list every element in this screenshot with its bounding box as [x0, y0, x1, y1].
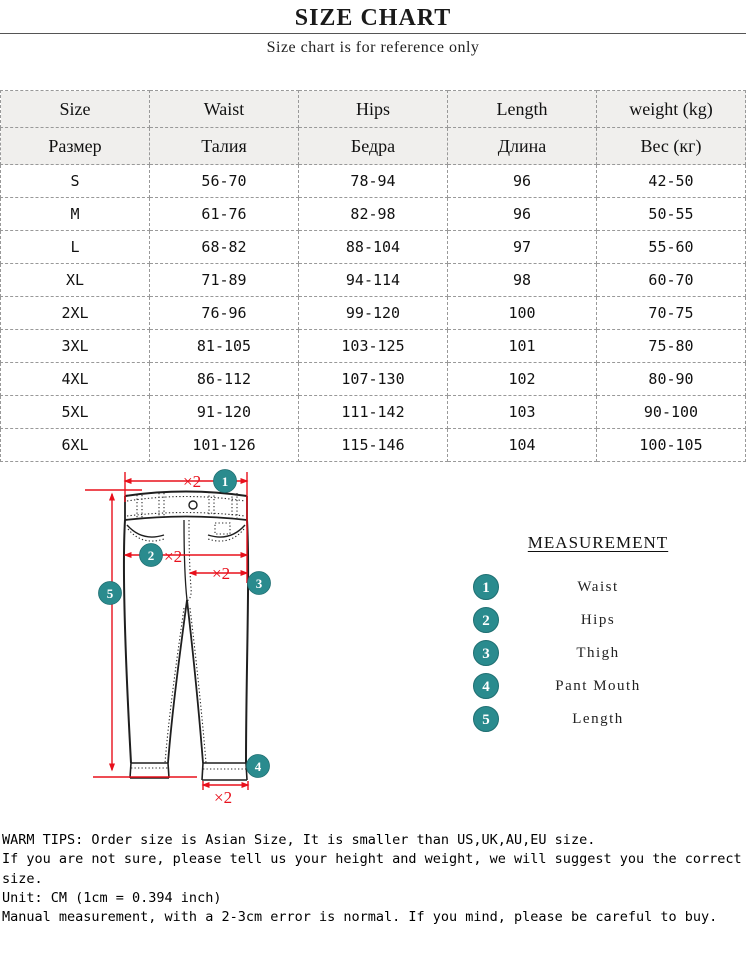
svg-text:3: 3 — [255, 576, 263, 591]
tip-line: Manual measurement, with a 2-3cm error is normal. If you mind, please be careful to buy. — [2, 909, 718, 926]
measurement-label: Waist — [577, 579, 619, 595]
table-row — [1, 429, 746, 462]
table-cell: 42-50 — [597, 165, 746, 198]
table-cell: 75-80 — [597, 330, 746, 363]
table-row — [1, 363, 746, 396]
thigh-x2-label: ×2 — [212, 564, 231, 583]
measurement-legend — [450, 533, 746, 736]
warm-tips — [2, 831, 746, 927]
measurement-item — [450, 604, 746, 637]
length-arrow — [85, 490, 197, 777]
measurement-item — [450, 670, 746, 703]
table-cell: 2XL — [1, 297, 150, 330]
table-cell: 102 — [448, 363, 597, 396]
svg-text:1: 1 — [221, 474, 229, 489]
table-cell: XL — [1, 264, 150, 297]
table-cell: 107-130 — [299, 363, 448, 396]
table-row — [1, 330, 746, 363]
pant-mouth-arrow — [203, 781, 248, 807]
table-cell: 82-98 — [299, 198, 448, 231]
table-cell: 101-126 — [150, 429, 299, 462]
title-block — [0, 0, 746, 57]
measurement-item — [450, 571, 746, 604]
hips-x2-label: ×2 — [164, 547, 183, 566]
table-cell: 98 — [448, 264, 597, 297]
table-row — [1, 198, 746, 231]
table-header-cell: Length — [448, 91, 597, 128]
table-header-cell: Бедра — [299, 128, 448, 165]
size-table-header-en — [1, 91, 746, 128]
svg-text:2: 2 — [147, 548, 155, 563]
table-cell: 88-104 — [299, 231, 448, 264]
measurement-list — [450, 571, 746, 736]
table-cell: 100-105 — [597, 429, 746, 462]
size-table-header-ru — [1, 128, 746, 165]
tip-line: Unit: CM (1cm = 0.394 inch) — [2, 889, 222, 906]
table-cell: L — [1, 231, 150, 264]
table-cell: 115-146 — [299, 429, 448, 462]
table-cell: 80-90 — [597, 363, 746, 396]
measurement-item — [450, 637, 746, 670]
table-header-cell: Вес (кг) — [597, 128, 746, 165]
table-cell: 111-142 — [299, 396, 448, 429]
diagram-badge-2 — [140, 544, 163, 567]
table-cell: 104 — [448, 429, 597, 462]
table-cell: S — [1, 165, 150, 198]
number-badge: 3 — [473, 640, 499, 666]
svg-text:5: 5 — [106, 586, 114, 601]
table-cell: 91-120 — [150, 396, 299, 429]
table-cell: 94-114 — [299, 264, 448, 297]
table-cell: 96 — [448, 198, 597, 231]
table-cell: 96 — [448, 165, 597, 198]
table-cell: 103-125 — [299, 330, 448, 363]
table-cell: 50-55 — [597, 198, 746, 231]
table-cell: 81-105 — [150, 330, 299, 363]
measurement-label: Pant Mouth — [555, 678, 641, 694]
number-badge: 4 — [473, 673, 499, 699]
svg-text:4: 4 — [254, 759, 262, 774]
table-header-cell: Hips — [299, 91, 448, 128]
table-cell: 56-70 — [150, 165, 299, 198]
table-cell: 78-94 — [299, 165, 448, 198]
table-cell: 5XL — [1, 396, 150, 429]
table-header-cell: weight (kg) — [597, 91, 746, 128]
table-cell: 71-89 — [150, 264, 299, 297]
diagram-badge-5 — [99, 582, 122, 605]
tip-line: WARM TIPS: Order size is Asian Size, It is smaller than US,UK,AU,EU size. — [2, 832, 596, 848]
title-divider — [0, 33, 746, 34]
table-cell: 61-76 — [150, 198, 299, 231]
table-row — [1, 264, 746, 297]
number-badge: 1 — [473, 574, 499, 600]
table-cell: 103 — [448, 396, 597, 429]
table-cell: 90-100 — [597, 396, 746, 429]
table-row — [1, 165, 746, 198]
table-header-cell: Waist — [150, 91, 299, 128]
table-cell: 6XL — [1, 429, 150, 462]
size-table — [0, 90, 746, 462]
diagram-badge-3 — [248, 572, 271, 595]
measurement-label: Thigh — [576, 645, 620, 661]
button-detail — [189, 501, 197, 509]
number-badge: 2 — [473, 607, 499, 633]
measurement-label: Hips — [580, 612, 616, 628]
table-cell: 3XL — [1, 330, 150, 363]
table-header-cell: Size — [1, 91, 150, 128]
table-row — [1, 396, 746, 429]
page-subtitle: Size chart is for reference only — [266, 39, 480, 56]
thigh-arrow — [190, 564, 247, 583]
table-cell: 4XL — [1, 363, 150, 396]
measurement-label: Length — [572, 711, 624, 727]
tip-line: If you are not sure, please tell us your height and weight, we will suggest you the correct size. — [2, 851, 742, 887]
table-header-cell: Длина — [448, 128, 597, 165]
table-cell: 60-70 — [597, 264, 746, 297]
table-row — [1, 231, 746, 264]
waist-x2-label: ×2 — [183, 472, 202, 491]
jeans-drawing — [124, 492, 248, 781]
table-cell: 97 — [448, 231, 597, 264]
table-header-cell: Размер — [1, 128, 150, 165]
table-cell: 99-120 — [299, 297, 448, 330]
table-header-cell: Талия — [150, 128, 299, 165]
table-cell: 76-96 — [150, 297, 299, 330]
table-cell: 86-112 — [150, 363, 299, 396]
page-title: SIZE CHART — [294, 5, 452, 31]
table-row — [1, 297, 746, 330]
table-cell: 70-75 — [597, 297, 746, 330]
measurement-item — [450, 703, 746, 736]
diagram-badge-4 — [247, 755, 270, 778]
table-cell: 100 — [448, 297, 597, 330]
table-cell: 101 — [448, 330, 597, 363]
pants-diagram — [80, 462, 350, 822]
diagram-badge-1 — [214, 470, 237, 493]
number-badge: 5 — [473, 706, 499, 732]
table-cell: M — [1, 198, 150, 231]
measurement-title: MEASUREMENT — [527, 533, 669, 552]
pant-mouth-x2-label: ×2 — [214, 788, 233, 807]
table-cell: 68-82 — [150, 231, 299, 264]
table-cell: 55-60 — [597, 231, 746, 264]
